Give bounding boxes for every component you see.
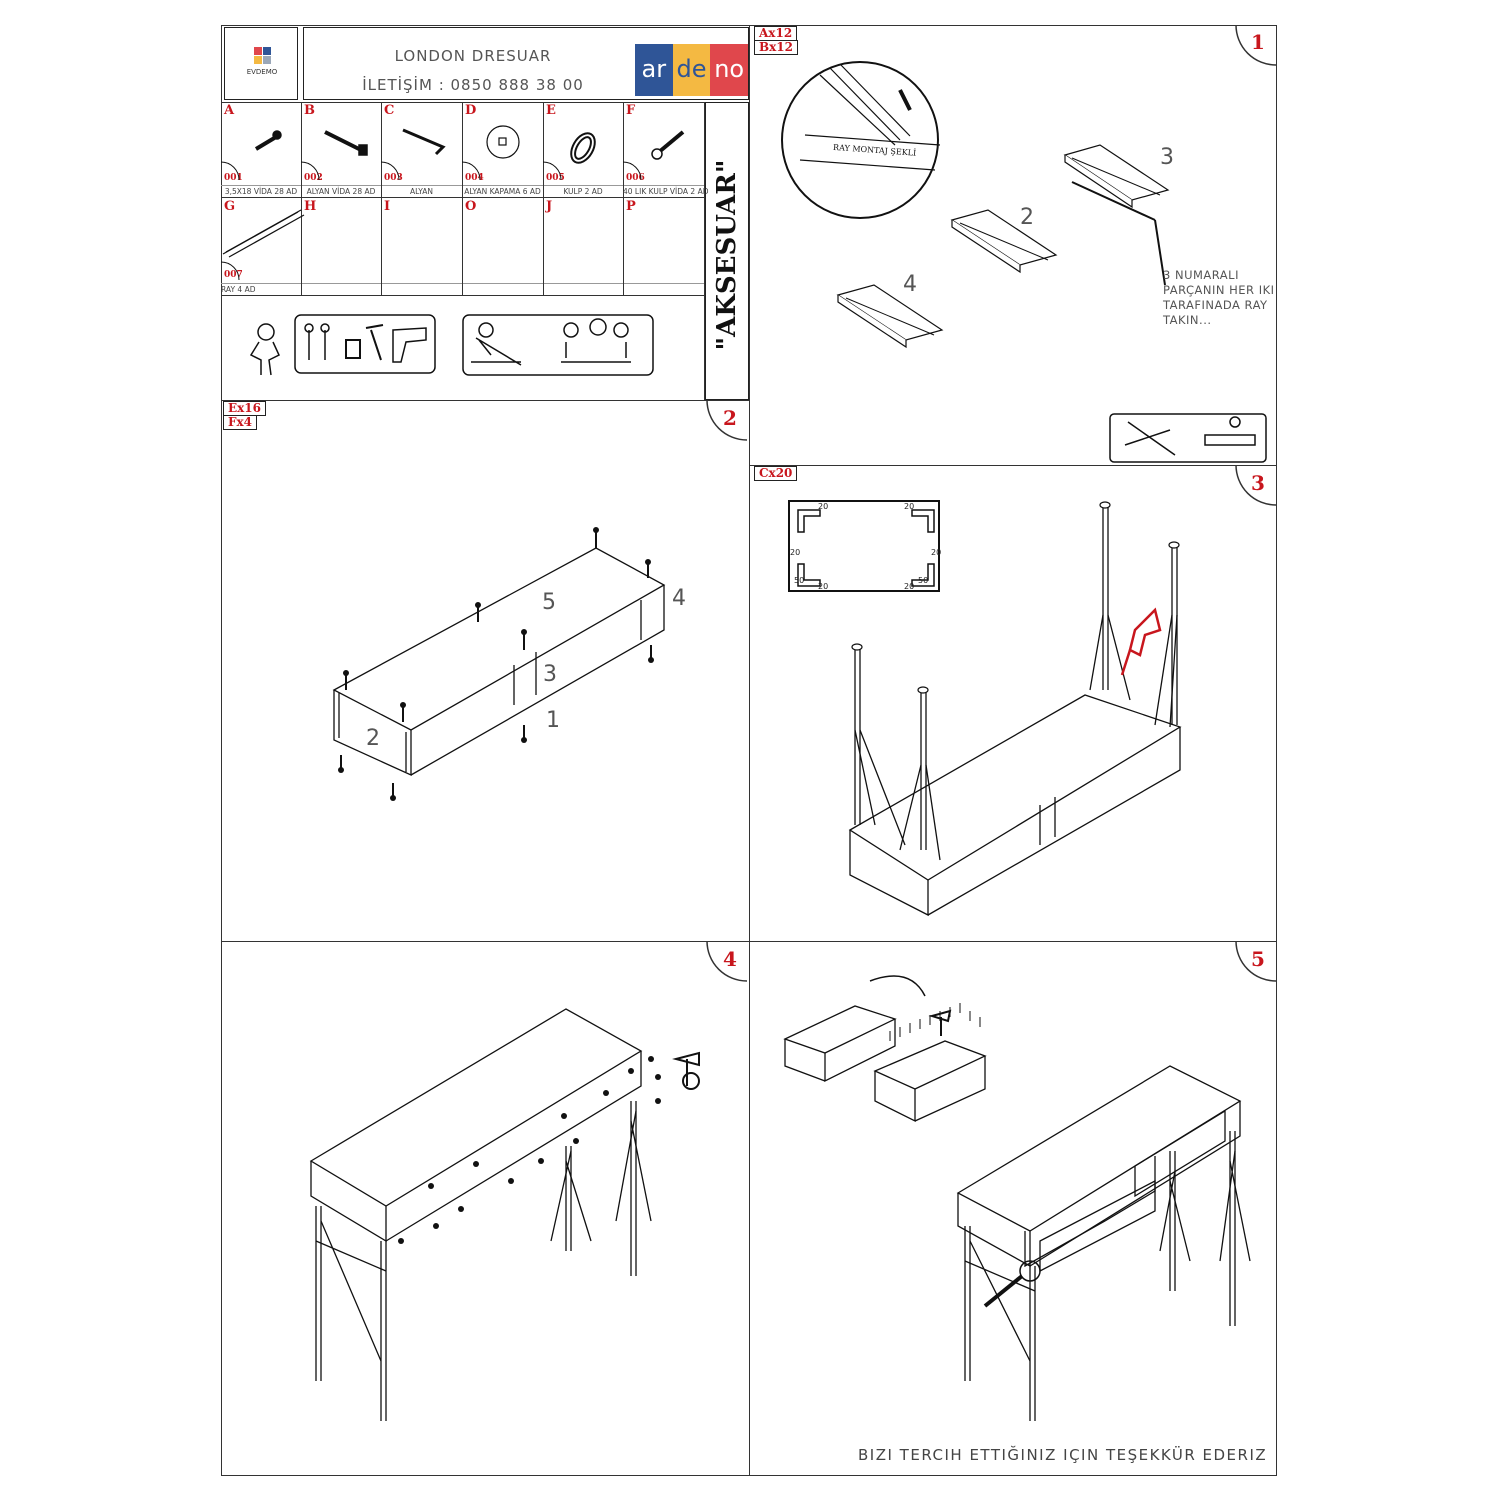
dim-7: 50 [794,576,805,585]
step-number-1: 1 [1251,30,1265,54]
s2-part-3: 3 [543,662,557,687]
brand-logo-text: EVDEMO [246,68,278,76]
cell-code-g: 007 [224,270,243,280]
flip-arrow-icon [870,976,925,996]
step1-illustration [750,50,1277,470]
cell-code-a: 001 [224,173,243,183]
dim-6: 20 [904,582,915,591]
hammer-hand-icon [676,1053,699,1089]
s2-part-1: 1 [546,708,560,733]
cell-letter-g: G [224,199,236,214]
dim-3: 20 [790,548,801,557]
screw-icon [256,131,281,149]
qty-badge-f: Fx4 [223,415,257,430]
qty-badge-b: Bx12 [754,40,798,55]
ardeno-no: no [710,44,748,96]
dim-5: 20 [818,582,829,591]
ardeno-logo [635,44,748,96]
one-person-crossed-icon [471,323,521,365]
step3-illustration [750,465,1277,941]
cell-code-f: 006 [626,173,645,183]
cell-letter-e: E [546,103,556,118]
cap-icon [487,126,519,158]
cell-letter-d: D [465,103,477,118]
drill-icon [393,328,426,362]
aksesuar-label: "AKSESUAR" [712,159,742,351]
product-name: LONDON DRESUAR [394,47,552,65]
cell-letter-f: F [626,103,636,118]
two-persons-icon [561,319,631,362]
cell-letter-c: C [384,103,395,118]
rail-detail-label: RAY MONTAJ ŞEKLİ [832,142,917,158]
cell-caption-a: 3,5X18 VİDA 28 AD [224,187,298,196]
cell-code-b: 002 [304,173,323,183]
tools-box [295,315,435,373]
screwdriver-hand-icon [985,1261,1040,1306]
step4-illustration [221,941,749,1476]
s1-part-2: 2 [1020,205,1034,230]
handle-icon [566,129,599,167]
ardeno-ar: ar [635,44,673,96]
s1-note-line-4: TAKIN... [1163,313,1212,327]
leg-2 [921,690,926,850]
cell-letter-j: J [546,199,553,214]
dim-2: 20 [904,502,915,511]
dim-1: 20 [818,502,829,511]
tools-warning-panel [221,300,704,395]
qty-badge-c: Cx20 [754,466,797,481]
step2-illustration [221,400,749,941]
cell-caption-e: KULP 2 AD [563,187,603,196]
allen-key-icon [403,130,443,154]
handle-screw-icon [652,132,683,159]
ardeno-de: de [673,44,711,96]
cell-letter-o: O [465,199,477,214]
rail-icon [223,210,304,257]
cell-caption-c: ALYAN [409,187,434,196]
step-number-4: 4 [723,947,737,971]
step-number-2: 2 [723,406,737,430]
cell-code-c: 003 [384,173,403,183]
s1-part-3: 3 [1160,145,1174,170]
step-number-3: 3 [1251,471,1265,495]
person-pointing-icon [251,324,279,375]
cell-code-d: 004 [465,173,484,183]
carry-warning-icon [1110,414,1266,462]
drawer-screws [890,1003,980,1041]
s1-note-line-1: 3 NUMARALI [1163,268,1239,282]
drawer-box [875,1041,985,1121]
s1-note-line-3: TARAFINADA RAY [1163,298,1268,312]
cell-caption-b: ALYAN VİDA 28 AD [306,187,376,196]
thank-you-message: BIZI TERCIH ETTIĞINIZ IÇIN TEŞEKKÜR EDERIZ [858,1446,1268,1464]
cell-letter-b: B [304,103,315,118]
console-table-with-drawers [958,1066,1250,1421]
cell-caption-f: 40 LIK KULP VİDA 2 AD [623,187,709,196]
cell-code-e: 005 [546,173,565,183]
s2-part-5: 5 [542,590,556,615]
accessory-icons [221,102,709,295]
evdemo-logo-icon [225,28,299,101]
qty-badge-a: Ax12 [754,26,797,41]
red-drill-icon [1122,610,1160,675]
cell-letter-h: H [304,199,317,214]
step-number-5: 5 [1251,947,1265,971]
cell-letter-p: P [626,199,636,214]
s1-part-4: 4 [903,272,917,297]
qty-badge-e: Ex16 [223,401,266,416]
allen-screws [398,1056,661,1244]
cell-caption-g: RAY 4 AD [221,285,256,294]
hammer-icon-s5 [932,1011,950,1036]
s2-part-4: 4 [672,586,686,611]
cell-letter-a: A [224,103,235,118]
leg-3 [1103,505,1108,690]
screwdriver-icon [305,324,329,360]
table-bottom [221,295,704,296]
screws [338,527,654,801]
dim-8: 50 [918,576,929,585]
s2-part-2: 2 [366,726,380,751]
contact-phone: İLETİŞİM : 0850 888 38 00 [362,76,584,94]
cell-letter-i: I [384,199,391,214]
step5-illustration [750,941,1277,1476]
dim-4: 20 [931,548,942,557]
cell-caption-d: ALYAN KAPAMA 6 AD [464,187,541,196]
allen-screw-icon [325,132,367,155]
brand-logo-box [224,27,298,100]
s1-note-line-2: PARÇANIN HER IKI [1163,283,1275,297]
hammer-icon [346,325,383,360]
s1-note [1163,268,1275,328]
